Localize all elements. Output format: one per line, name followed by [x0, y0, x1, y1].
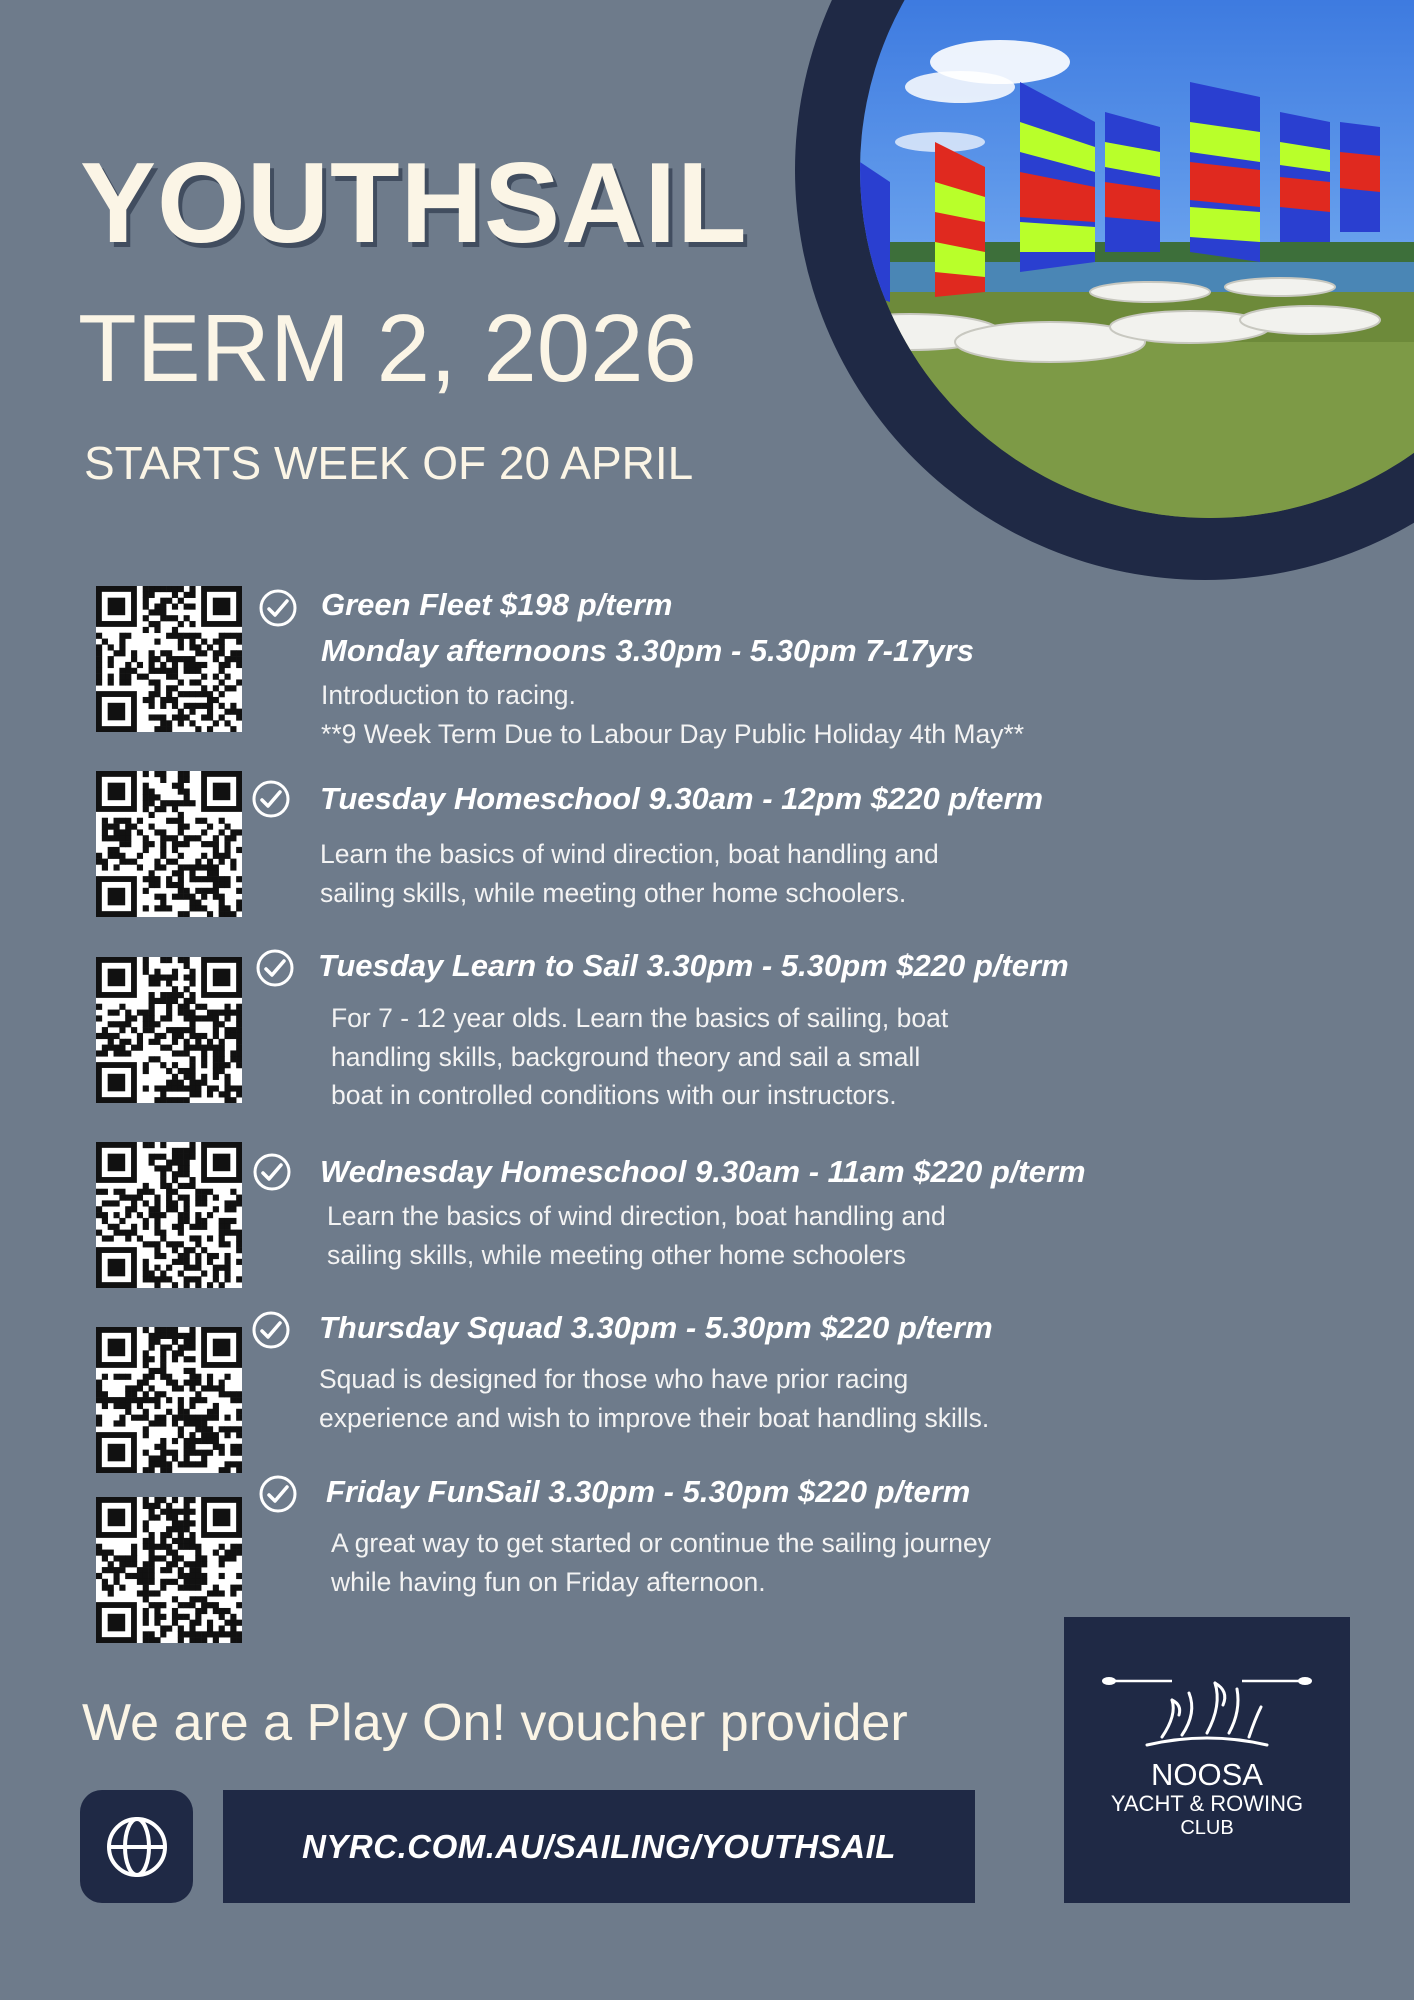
course-heading: Thursday Squad 3.30pm - 5.30pm $220 p/term	[319, 1310, 993, 1345]
course-description: For 7 - 12 year olds. Learn the basics of sailing, boat	[331, 1003, 949, 1033]
start-date: STARTS WEEK OF 20 APRIL	[84, 437, 694, 489]
course-heading: Tuesday Learn to Sail 3.30pm - 5.30pm $220 p/term	[318, 948, 1069, 983]
course-description: boat in controlled conditions with our instructors.	[331, 1080, 897, 1110]
qr-code[interactable]	[96, 1327, 242, 1473]
check-circle-icon	[258, 1474, 298, 1514]
course-heading: Green Fleet $198 p/term	[321, 587, 673, 622]
course-description: handling skills, background theory and sail a small	[331, 1042, 921, 1072]
website-url[interactable]: NYRC.COM.AU/SAILING/YOUTHSAIL	[302, 1827, 896, 1865]
course-description: Learn the basics of wind direction, boat handling and	[327, 1201, 946, 1231]
qr-code[interactable]	[96, 1497, 242, 1643]
rowers-sail-logo-icon	[1137, 1675, 1277, 1757]
check-circle-icon	[258, 588, 298, 628]
course-heading: Wednesday Homeschool 9.30am - 11am $220 p/term	[320, 1154, 1086, 1189]
logo-line-1: NOOSA	[1151, 1757, 1263, 1792]
course-description: Learn the basics of wind direction, boat handling and	[320, 839, 939, 869]
check-circle-icon	[251, 779, 291, 819]
website-link[interactable]	[223, 1790, 975, 1903]
qr-code[interactable]	[96, 586, 242, 732]
globe-icon	[104, 1814, 170, 1880]
course-heading: Monday afternoons 3.30pm - 5.30pm 7-17yrs	[321, 633, 974, 668]
course-description: Squad is designed for those who have prior racing	[319, 1364, 909, 1394]
page-title: YOUTHSAIL	[80, 140, 748, 267]
course-description: A great way to get started or continue the sailing journey	[331, 1528, 991, 1558]
logo-line-2: YACHT & ROWING	[1110, 1791, 1304, 1816]
oar-right-icon	[1242, 1675, 1312, 1687]
course-description: while having fun on Friday afternoon.	[331, 1567, 766, 1597]
qr-code[interactable]	[96, 771, 242, 917]
course-description: sailing skills, while meeting other home schoolers.	[320, 878, 907, 908]
globe-button[interactable]	[80, 1790, 193, 1903]
logo-line-3: CLUB	[1180, 1817, 1234, 1839]
qr-code[interactable]	[96, 957, 242, 1103]
course-description: experience and wish to improve their boat handling skills.	[319, 1403, 990, 1433]
course-heading: Friday FunSail 3.30pm - 5.30pm $220 p/term	[326, 1474, 971, 1509]
oar-left-icon	[1102, 1675, 1172, 1687]
club-logo	[1064, 1617, 1350, 1903]
course-description: Introduction to racing.	[321, 680, 576, 710]
check-circle-icon	[252, 1152, 292, 1192]
check-circle-icon	[251, 1310, 291, 1350]
course-description: **9 Week Term Due to Labour Day Public Holiday 4th May**	[321, 719, 1025, 749]
voucher-notice: We are a Play On! voucher provider	[82, 1694, 908, 1752]
course-heading: Tuesday Homeschool 9.30am - 12pm $220 p/term	[320, 781, 1044, 816]
term-heading: TERM 2, 2026	[78, 295, 697, 402]
course-description: sailing skills, while meeting other home schoolers	[327, 1240, 906, 1270]
check-circle-icon	[255, 948, 295, 988]
qr-code[interactable]	[96, 1142, 242, 1288]
